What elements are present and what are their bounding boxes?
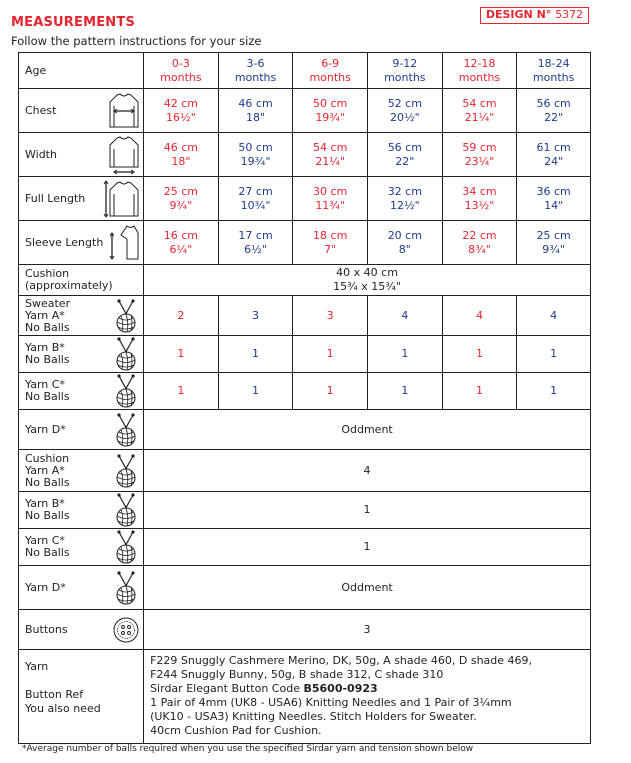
cushion-yarn-b-label: Yarn B* No Balls: [25, 497, 70, 522]
sweater-yarn-d-value: Oddment: [144, 410, 591, 450]
size-cell: 12-18 months: [442, 53, 517, 89]
cushion-yarn-d-label: Yarn D*: [25, 580, 66, 594]
sweater-yarn-c-label: Yarn C* No Balls: [25, 378, 70, 403]
also-need-label: You also need: [25, 702, 101, 715]
button-icon: [111, 615, 141, 645]
yarn-ball-icon: [111, 299, 141, 333]
chest-label: Chest: [25, 103, 57, 117]
chest-row: Chest 42 cm 16½" 46 cm 18" 50 cm 19¾" 52 cm 20½" 54 cm 21¼" 56 cm 22": [19, 89, 591, 133]
design-label: DESIGN N°: [485, 8, 552, 21]
size-cell: 3-6 months: [218, 53, 293, 89]
age-row: [19, 53, 591, 89]
yarn-ball-icon: [111, 530, 141, 564]
materials-row: [19, 650, 591, 744]
age-label: Age: [19, 53, 144, 89]
cushion-yarn-d-value: Oddment: [144, 566, 591, 610]
sweater-yarn-a-row: Sweater Yarn A* No Balls 2 3 3 4 4 4: [19, 296, 591, 336]
materials-details: F229 Snuggly Cashmere Merino, DK, 50g, A shade 460, D shade 469, F244 Snuggly Bunny, 50g, B shade 312, C shade 310 Sirdar Elegant Button Code B5600-0923 1 Pair of 4mm (UK8 - USA6) Knitting Needles and 1 Pair of 3¼mm (UK10 - USA3) Knitting Needles. Stitch Holders for Sweater. 40cm Cushion Pad for Cushion.: [144, 650, 591, 744]
buttons-value: 3: [144, 610, 591, 650]
footnote: *Average number of balls required when you use the specified Sirdar yarn and tension shown below: [22, 744, 474, 754]
cushion-yarn-b-row: [19, 492, 591, 529]
yarn-ball-icon: [111, 493, 141, 527]
yarn-ball-icon: [111, 374, 141, 408]
cushion-yarn-c-row: [19, 529, 591, 566]
materials-labels: [19, 650, 144, 744]
cushion-yarn-c-label: Yarn C* No Balls: [25, 534, 70, 559]
sweater-length-icon: [103, 179, 141, 219]
page-title: MEASUREMENTS: [11, 15, 136, 30]
sweater-sleeve-icon: [107, 223, 141, 263]
full-length-row: Full Length 25 cm 9¾" 27 cm 10¾" 30 cm 11¾" 32 cm 12½" 34 cm 13½" 36 cm 14": [19, 177, 591, 221]
sweater-yarn-d-label: Yarn D*: [25, 422, 66, 436]
sweater-yarn-b-label: Yarn B* No Balls: [25, 341, 70, 366]
sweater-yarn-b-row: Yarn B* No Balls 1 1 1 1 1 1: [19, 336, 591, 373]
cushion-size-row: [19, 265, 591, 296]
design-number-badge: [480, 7, 589, 24]
full-length-label: Full Length: [25, 191, 86, 205]
sweater-yarn-d-row: [19, 410, 591, 450]
cushion-yarn-c-value: 1: [144, 529, 591, 566]
yarn-label: Yarn: [25, 660, 49, 673]
cushion-label: Cushion (approximately): [19, 265, 144, 296]
cushion-yarn-b-value: 1: [144, 492, 591, 529]
width-label: Width: [25, 147, 57, 161]
sweater-chest-icon: [107, 92, 141, 130]
cushion-yarn-a-value: 4: [144, 450, 591, 492]
yarn-ball-icon: [111, 571, 141, 605]
buttons-row: [19, 610, 591, 650]
width-row: Width 46 cm 18" 50 cm 19¾" 54 cm 21¼" 56 cm 22" 59 cm 23¼" 61 cm 24": [19, 133, 591, 177]
size-cell: 6-9 months: [293, 53, 368, 89]
size-cell: 0-3 months: [144, 53, 219, 89]
size-cell: 18-24 months: [517, 53, 591, 89]
size-cell: 9-12 months: [368, 53, 443, 89]
buttons-label: Buttons: [25, 622, 68, 636]
yarn-ball-icon: [111, 454, 141, 488]
sleeve-length-label: Sleeve Length: [25, 235, 104, 249]
sweater-yarn-c-row: Yarn C* No Balls 1 1 1 1 1 1: [19, 373, 591, 410]
cushion-yarn-a-label: Cushion Yarn A* No Balls: [25, 451, 70, 489]
yarn-ball-icon: [111, 413, 141, 447]
design-number: 5372: [555, 8, 584, 21]
page-subtitle: Follow the pattern instructions for your size: [11, 34, 262, 48]
cushion-yarn-a-row: [19, 450, 591, 492]
sleeve-length-row: Sleeve Length 16 cm 6¼" 17 cm 6½" 18 cm 7" 20 cm 8" 22 cm 8¾" 25 cm 9¾": [19, 221, 591, 265]
button-ref-label: Button Ref: [25, 688, 84, 701]
sweater-width-icon: [107, 135, 141, 175]
sweater-yarn-a-label: Sweater Yarn A* No Balls: [25, 296, 71, 334]
measurements-table: [18, 52, 591, 744]
yarn-ball-icon: [111, 337, 141, 371]
cushion-yarn-d-row: [19, 566, 591, 610]
cushion-size-value: 40 x 40 cm 15¾ x 15¾": [144, 265, 591, 296]
